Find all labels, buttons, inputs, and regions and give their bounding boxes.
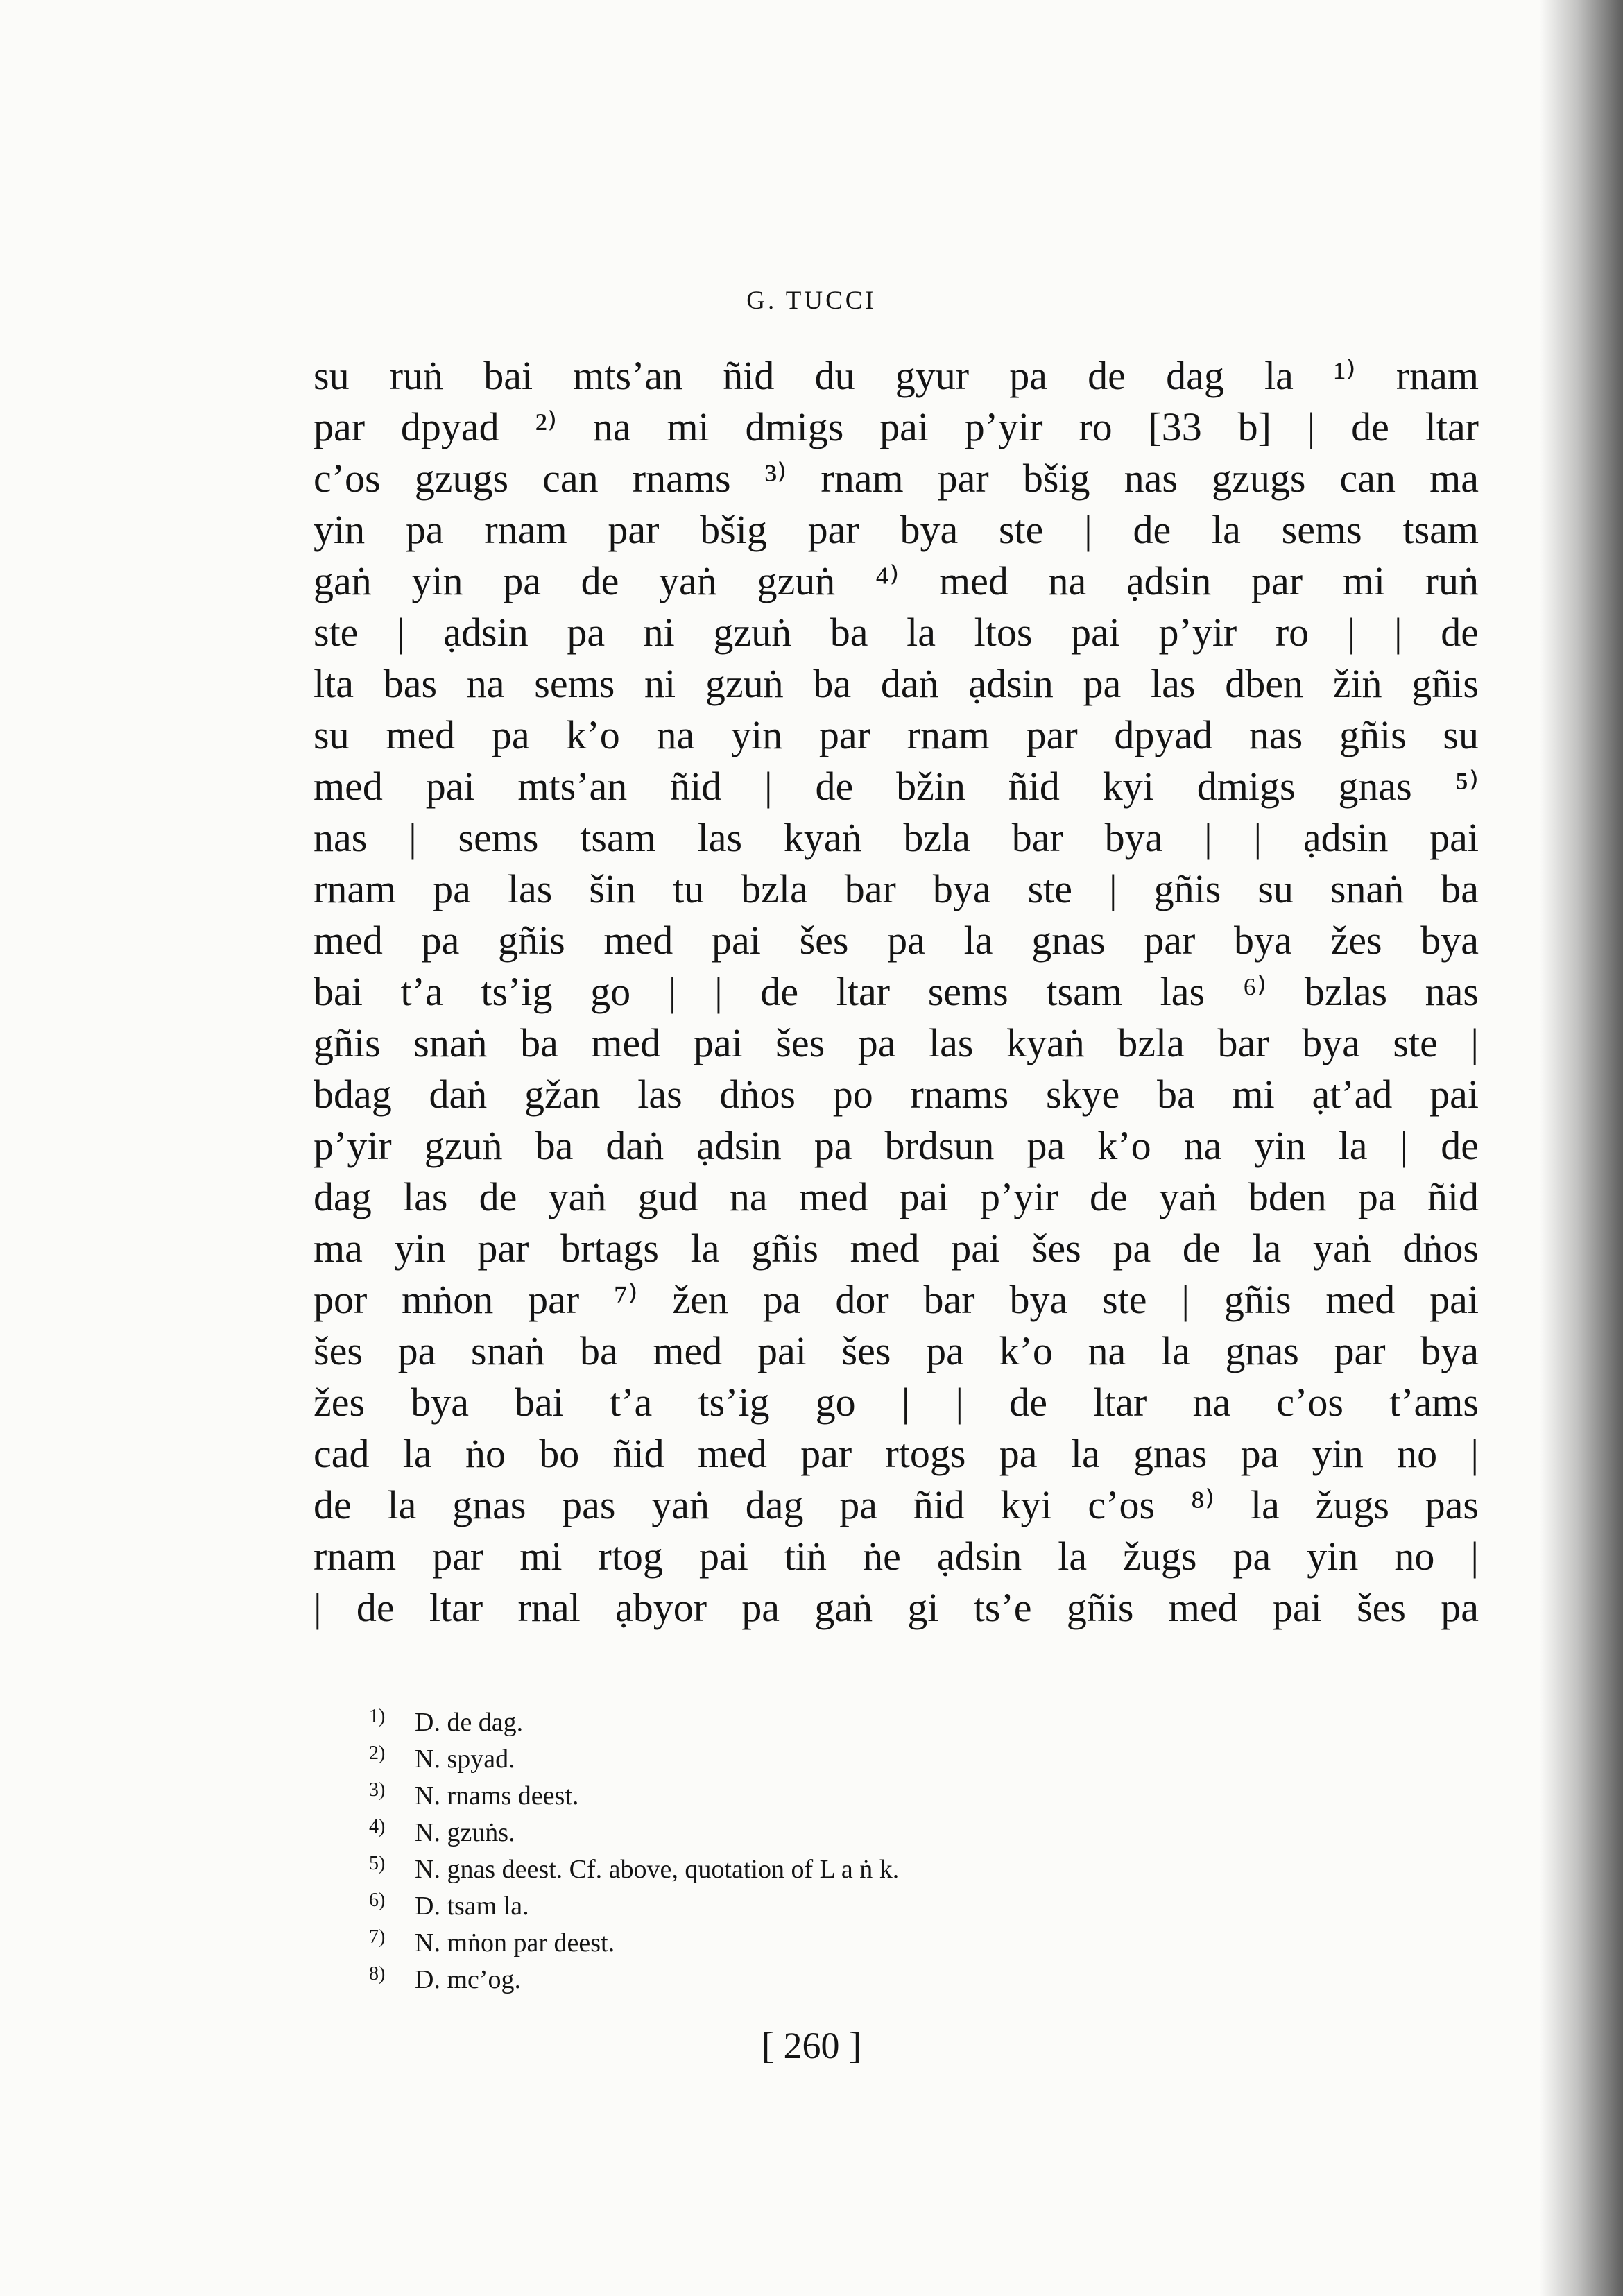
footnote-mark: 6) — [369, 1890, 386, 1911]
text-line-15: bdag daṅ gžan las dṅos po rnams skye ba mi ạt’ad pai — [314, 1072, 1479, 1117]
footnote-text: D. de dag. — [415, 1708, 524, 1737]
text-line-3: c’os gzugs can rnams ³⁾ rnam par bšig nas gzugs can ma — [314, 456, 1479, 501]
footnote-text: N. spyad. — [415, 1745, 515, 1774]
footnote-mark: 1) — [369, 1706, 386, 1727]
text-line-23: de la gnas pas yaṅ dag pa ñid kyi c’os ⁸⁾ la žugs pas — [314, 1482, 1479, 1527]
footnote — [369, 1735, 1340, 1772]
text-line-14: gñis snaṅ ba med pai šes pa las kyaṅ bzla bar bya ste | — [314, 1020, 1479, 1065]
running-head: G. TUCCI — [746, 286, 877, 315]
footnote-mark: 8) — [369, 1963, 386, 1985]
text-line-22: cad la ṅo bo ñid med par rtogs pa la gnas pa yin no | — [314, 1431, 1479, 1476]
footnote-mark: 2) — [369, 1742, 386, 1764]
text-line-13: bai t’a ts’ig go | | de ltar sems tsam las ⁶⁾ bzlas nas — [314, 969, 1479, 1014]
footnote-text: N. gnas deest. Cf. above, quotation of L a ṅ k. — [415, 1855, 900, 1884]
footnote-text: N. rnams deest. — [415, 1781, 579, 1810]
footnote-text: D. tsam la. — [415, 1892, 529, 1921]
text-line-5: gaṅ yin pa de yaṅ gzuṅ ⁴⁾ med na ạdsin par mi ruṅ — [314, 558, 1479, 603]
text-line-18: ma yin par brtags la gñis med pai šes pa de la yaṅ dṅos — [314, 1226, 1479, 1271]
footnote-mark: 3) — [369, 1779, 386, 1801]
footnote — [369, 1919, 1340, 1955]
footnote-mark: 4) — [369, 1816, 386, 1837]
text-line-21: žes bya bai t’a ts’ig go | | de ltar na c’os t’ams — [314, 1380, 1479, 1425]
text-line-19: por mṅon par ⁷⁾ žen pa dor bar bya ste | gñis med pai — [314, 1277, 1479, 1322]
text-line-1: su ruṅ bai mts’an ñid du gyur pa de dag la ¹⁾ rnam — [314, 353, 1479, 398]
text-line-4: yin pa rnam par bšig par bya ste | de la sems tsam — [314, 507, 1479, 552]
text-line-12: med pa gñis med pai šes pa la gnas par bya žes bya — [314, 918, 1479, 963]
footnote — [369, 1955, 1340, 1992]
text-line-20: šes pa snaṅ ba med pai šes pa k’o na la gnas par bya — [314, 1328, 1479, 1373]
text-line-10: nas | sems tsam las kyaṅ bzla bar bya | | ạdsin pai — [314, 815, 1479, 860]
footnote-mark: 5) — [369, 1853, 386, 1874]
footnote — [369, 1845, 1340, 1882]
text-line-6: ste | ạdsin pa ni gzuṅ ba la ltos pai p’yir ro | | de — [314, 610, 1479, 655]
footnote — [369, 1772, 1340, 1808]
text-line-9: med pai mts’an ñid | de bžin ñid kyi dmigs gnas ⁵⁾ — [314, 764, 1479, 809]
text-line-24: rnam par mi rtog pai tiṅ ṅe ạdsin la žugs pa yin no | — [314, 1534, 1479, 1579]
main-text-block — [314, 350, 1479, 1634]
footnote-text: N. mṅon par deest. — [415, 1928, 615, 1957]
footnote — [369, 1882, 1340, 1919]
footnotes — [369, 1698, 1340, 1992]
footnote-text: N. gzuṅs. — [415, 1818, 515, 1847]
text-line-17: dag las de yaṅ gud na med pai p’yir de yaṅ bden pa ñid — [314, 1174, 1479, 1219]
page-number: [ 260 ] — [762, 2025, 861, 2066]
text-line-11: rnam pa las šin tu bzla bar bya ste | gñis su snaṅ ba — [314, 866, 1479, 911]
footnote — [369, 1808, 1340, 1845]
text-line-25: | de ltar rnal ạbyor pa gaṅ gi ts’e gñis med pai šes pa — [314, 1585, 1479, 1630]
footnote-mark: 7) — [369, 1926, 386, 1948]
text-line-2: par dpyad ²⁾ na mi dmigs pai p’yir ro [33 b] | de ltar — [314, 404, 1479, 449]
text-line-16: p’yir gzuṅ ba daṅ ạdsin pa brdsun pa k’o na yin la | de — [314, 1123, 1479, 1168]
footnote — [369, 1698, 1340, 1735]
text-line-7: lta bas na sems ni gzuṅ ba daṅ ạdsin pa las dben žiṅ gñis — [314, 661, 1479, 706]
footnote-text: D. mc’og. — [415, 1965, 522, 1994]
text-line-8: su med pa k’o na yin par rnam par dpyad nas gñis su — [314, 712, 1479, 757]
page-edge-shadow — [1540, 0, 1623, 2296]
